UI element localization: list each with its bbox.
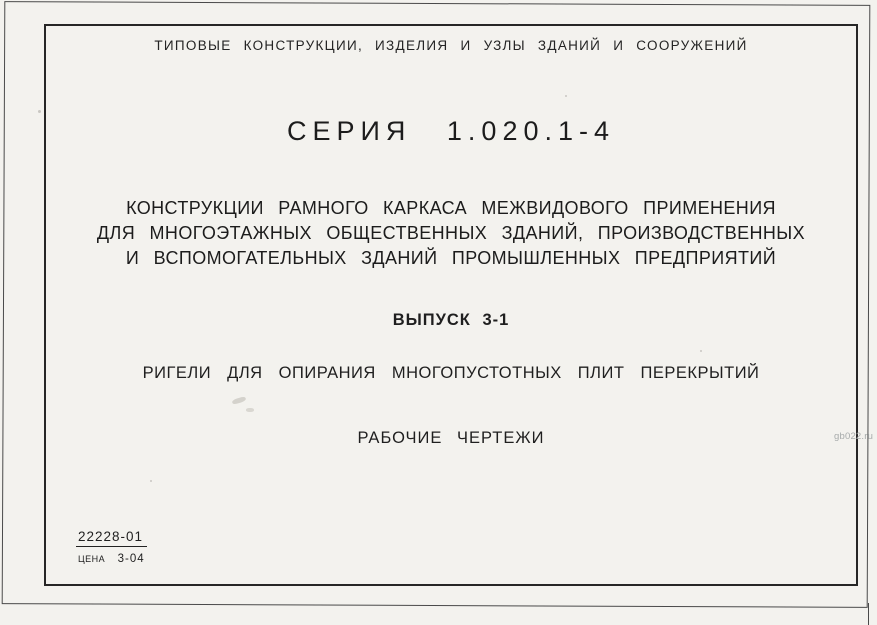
outer-border-right-tail — [868, 603, 870, 625]
main-title — [44, 196, 858, 271]
series-title: СЕРИЯ 1.020.1-4 — [286, 116, 615, 146]
price-label: ЦЕНА — [78, 553, 106, 564]
subject-line: РИГЕЛИ ДЛЯ ОПИРАНИЯ МНОГОПУСТОТНЫХ ПЛИТ ПЕРЕКРЫТИЙ — [142, 364, 760, 382]
stamp-code: 22228-01 — [76, 530, 147, 547]
document-header: ТИПОВЫЕ КОНСТРУКЦИИ, ИЗДЕЛИЯ И УЗЛЫ ЗДАНИЙ И СООРУЖЕНИЙ — [154, 38, 748, 53]
main-title-line-2: ДЛЯ МНОГОЭТАЖНЫХ ОБЩЕСТВЕННЫХ ЗДАНИЙ, ПРОИЗВОДСТВЕННЫХ — [96, 223, 806, 243]
main-title-line-1: КОНСТРУКЦИИ РАМНОГО КАРКАСА МЕЖВИДОВОГО ПРИМЕНЕНИЯ — [126, 198, 776, 218]
stamp-price-row — [76, 550, 147, 566]
scan-speck — [150, 480, 152, 482]
price-stamp — [76, 529, 147, 566]
issue-number: ВЫПУСК 3-1 — [392, 311, 510, 329]
scan-speck — [246, 408, 254, 412]
scan-speck — [38, 110, 41, 113]
price-value: 3-04 — [117, 552, 145, 565]
scan-speck — [700, 350, 702, 352]
main-title-line-3: И ВСПОМОГАТЕЛЬНЫХ ЗДАНИЙ ПРОМЫШЛЕННЫХ ПРЕДПРИЯТИЙ — [125, 248, 777, 268]
drawing-frame — [44, 24, 858, 586]
site-watermark: gb022.ru — [834, 431, 874, 442]
document-type-line: РАБОЧИЕ ЧЕРТЕЖИ — [357, 429, 545, 447]
scan-speck — [565, 95, 567, 97]
